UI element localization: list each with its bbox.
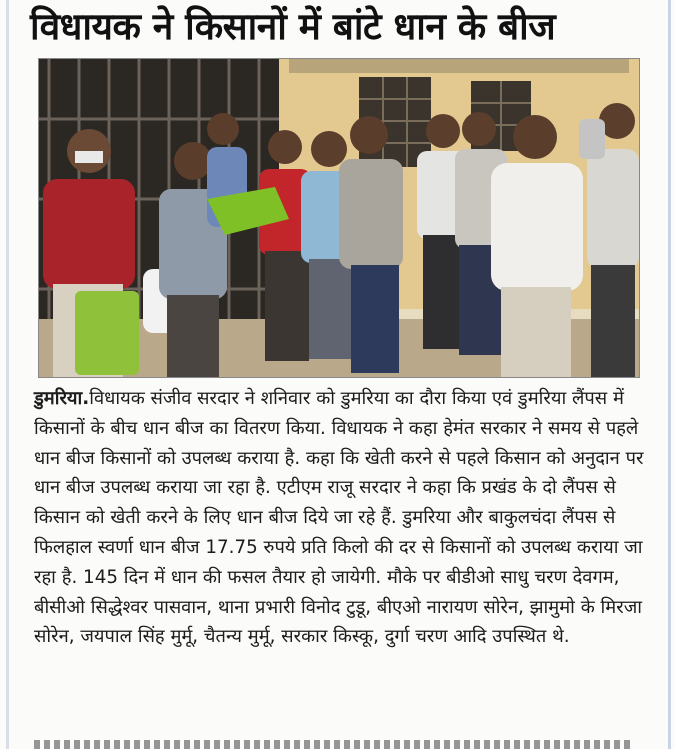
- column-rule-left: [6, 0, 9, 749]
- headline: विधायक ने किसानों में बांटे धान के बीज: [30, 5, 556, 48]
- cut-off-next-line: [34, 740, 634, 749]
- article-body: [34, 384, 644, 652]
- article-text: विधायक संजीव सरदार ने शनिवार को डुमरिया का दौरा किया एवं डुमरिया लैंपस में किसानों के बीच धान बीज का वितरण किया. विधायक ने कहा हेमंत सरकार ने समय से पहले धान बीज किसानों को उपलब्ध कराया है. कहा कि खेती करने से पहले किसान को अनुदान पर धान बीज उपलब्ध कराया जा रहा है. एटीएम राजू सरदार ने कहा कि प्रखंड के दो लैंपस से किसान को खेती करने के लिए धान बीज दिये जा रहे हैं. डुमरिया और बाकुलचंदा लैंपस से फिलहाल स्वर्णा धान बीज 17.75 रुपये प्रति किलो की दर से किसानों को उपलब्ध कराया जा रहा है. 145 दिन में धान की फसल तैयार हो जायेगी. मौके पर बीडीओ साधु चरण देवगम, बीसीओ सिद्धेश्वर पासवान, थाना प्रभारी विनोद टुडू, बीएओ नारायण सोरेन, झामुमो के मिरजा सोरेन, जयपाल सिंह मुर्मू, चैतन्य मुर्मू, सरकार किस्कू, दुर्गा चरण आदि उपस्थित थे.: [34, 388, 644, 648]
- article-paragraph: [34, 384, 644, 652]
- dateline: डुमरिया.: [34, 388, 90, 409]
- column-rule-right: [668, 0, 671, 749]
- news-photo: [38, 58, 640, 378]
